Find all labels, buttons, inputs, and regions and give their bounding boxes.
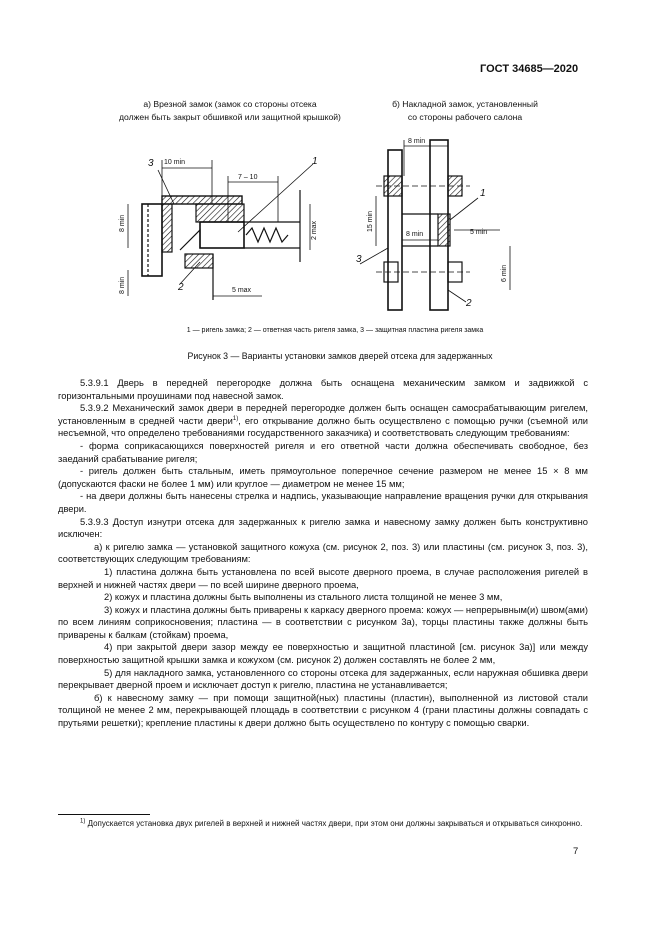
protective-plate [162,196,242,204]
pos-a-3: 3 [148,158,154,169]
para-5-3-9-3: 5.3.9.3 Доступ изнутри отсека для задержанных к ригелю замка и навесному замку должен быть конструктивно исключен: [58,516,588,540]
document-id: ГОСТ 34685—2020 [480,63,579,75]
footnote [58,818,588,830]
bolt [200,222,244,248]
strike [185,254,213,268]
dim-b-8min-top: 8 min [408,138,426,145]
spring [246,228,288,242]
figure-drawings [0,0,661,330]
list-item-steel: - ригель должен быть стальным, иметь прямоугольное поперечное сечение размером не менее 15 × 8 мм (допускаются фаски не более 1 мм) или круглое — диаметром не менее 15 мм; [58,466,588,489]
dim-a-2max: 2 max [311,220,318,240]
dim-b-5min: 5 min [470,229,488,236]
drawing-a-labels [119,156,318,294]
drawing-a [128,160,313,300]
door-profile [388,150,402,310]
dim-a-8min-bottom: 8 min [119,276,126,294]
pos-b-2: 2 [466,298,472,309]
lock-body [196,204,244,222]
item-a-2: 2) кожух и пластина должны быть выполнены из стального листа толщиной не менее 3 мм, [104,592,503,603]
item-a-3: 3) кожух и пластина должны быть приварены к каркасу дверного проема: кожух — непрерывным(и) швом(ами) по всем линиям соприкосновения; пластина — в соответствии с рисунком 3а), торцы пластины также должны быть приварены к балкам (стойкам) проема, [58,604,588,640]
protective-plate-b [438,214,450,246]
item-a-4: 4) при закрытой двери зазор между ее поверхностью и защитной пластиной [см. рисунок 3а)] или между поверхностью защитной крышки замка и кожухом (см. рисунок 2) должен составлять не более 2 мм, [58,642,588,666]
dim-b-15min: 15 min [367,210,374,232]
dim-b-8min-mid: 8 min [406,231,424,238]
item-a-1: 1) пластина должна быть установлена по всей высоте дверного проема, в случае расположения ригелей в верхней и нижней частях двери — по всей ширине дверного проема, [58,566,588,590]
dim-a-8min-left: 8 min [119,214,126,232]
pos-a-1: 1 [312,156,318,167]
item-b: б) к навесному замку — при помощи защитной(ных) пластины (пластин), выполненной из листовой стали толщиной не менее 2 мм, перекрывающей площадь в соответствии с рисунком 4 (грани пластины должны совпадать с прутьями решетки); крепление пластины к двери должно быть осуществлено по контуру с помощью сварки. [58,692,588,729]
footnote-mark: 1) [80,818,86,825]
drawing-b-labels [356,138,508,309]
dim-a-5max: 5 max [232,287,252,294]
para-5-3-9-1: 5.3.9.1 Дверь в передней перегородке должна быть оснащена механическим замком и задвижкой с горизонтальными проушинами под навесной замок. [58,378,588,401]
pos-a-2: 2 [178,282,184,293]
caption-a-line2: должен быть закрыт обшивкой или защитной крышкой) [119,112,341,122]
dim-b-6min: 6 min [501,264,508,282]
footnote-separator [58,814,150,815]
list-item-shape: - форма соприкасающихся поверхностей ригеля и его ответной части должна обеспечивать свободное, без заеданий срабатывание ригеля; [58,440,588,464]
list-item-arrow: - на двери должны быть нанесены стрелка и надпись, указывающие направление вращения ручки для открывания двери. [58,491,588,514]
para-5-3-9-2 [58,402,588,440]
figure-title: Рисунок 3 — Варианты установки замков дверей отсека для задержанных [187,351,493,361]
door-frame-tube [142,204,162,276]
dim-a-10min: 10 min [164,159,186,166]
footnote-text: Допускается установка двух ригелей в верхней и нижней частях двери, при этом они должны закрываться и открываться синхронно. [85,819,583,828]
caption-b-line2: со стороны рабочего салона [407,112,523,122]
para-5-3-9-2-end: , его открывание должно быть осуществлено с помощью ручки (съемной или несъемной, что определено требованиями государственного заказчика) и соответствовать следующим требованиям: [58,415,589,439]
footnote-ref: 1) [232,415,239,422]
drawing-b [360,140,510,310]
page-number: 7 [573,846,579,857]
caption-a-line1: а) Врезной замок (замок со стороны отсека [143,99,317,109]
body-text [58,377,588,730]
caption-b-line1: б) Накладной замок, установленный [392,99,538,109]
pos-b-1: 1 [480,188,486,199]
item-a: а) к ригелю замка — установкой защитного кожуха (см. рисунок 2, поз. 3) или пластины (см. рисунок 3, поз. 3), соответствующих следующим требованиям: [58,541,588,565]
item-a-5: 5) для накладного замка, установленного со стороны отсека для задержанных, если наружная обшивка двери перекрывает дверной проем и исключает доступ к ригелю, пластина не устанавливается; [58,667,588,691]
para-5-3-9-2-start: 5.3.9.2 Механический замок двери в передней перегородке должен быть оснащен самосрабатывающим ригелем, установленным в средней части двери [58,403,588,426]
dim-a-7-10: 7 – 10 [238,174,258,181]
pos-b-3: 3 [356,254,362,265]
figure-legend: 1 — ригель замка; 2 — ответная часть ригеля замка, 3 — защитная пластина ригеля замка [186,327,484,334]
